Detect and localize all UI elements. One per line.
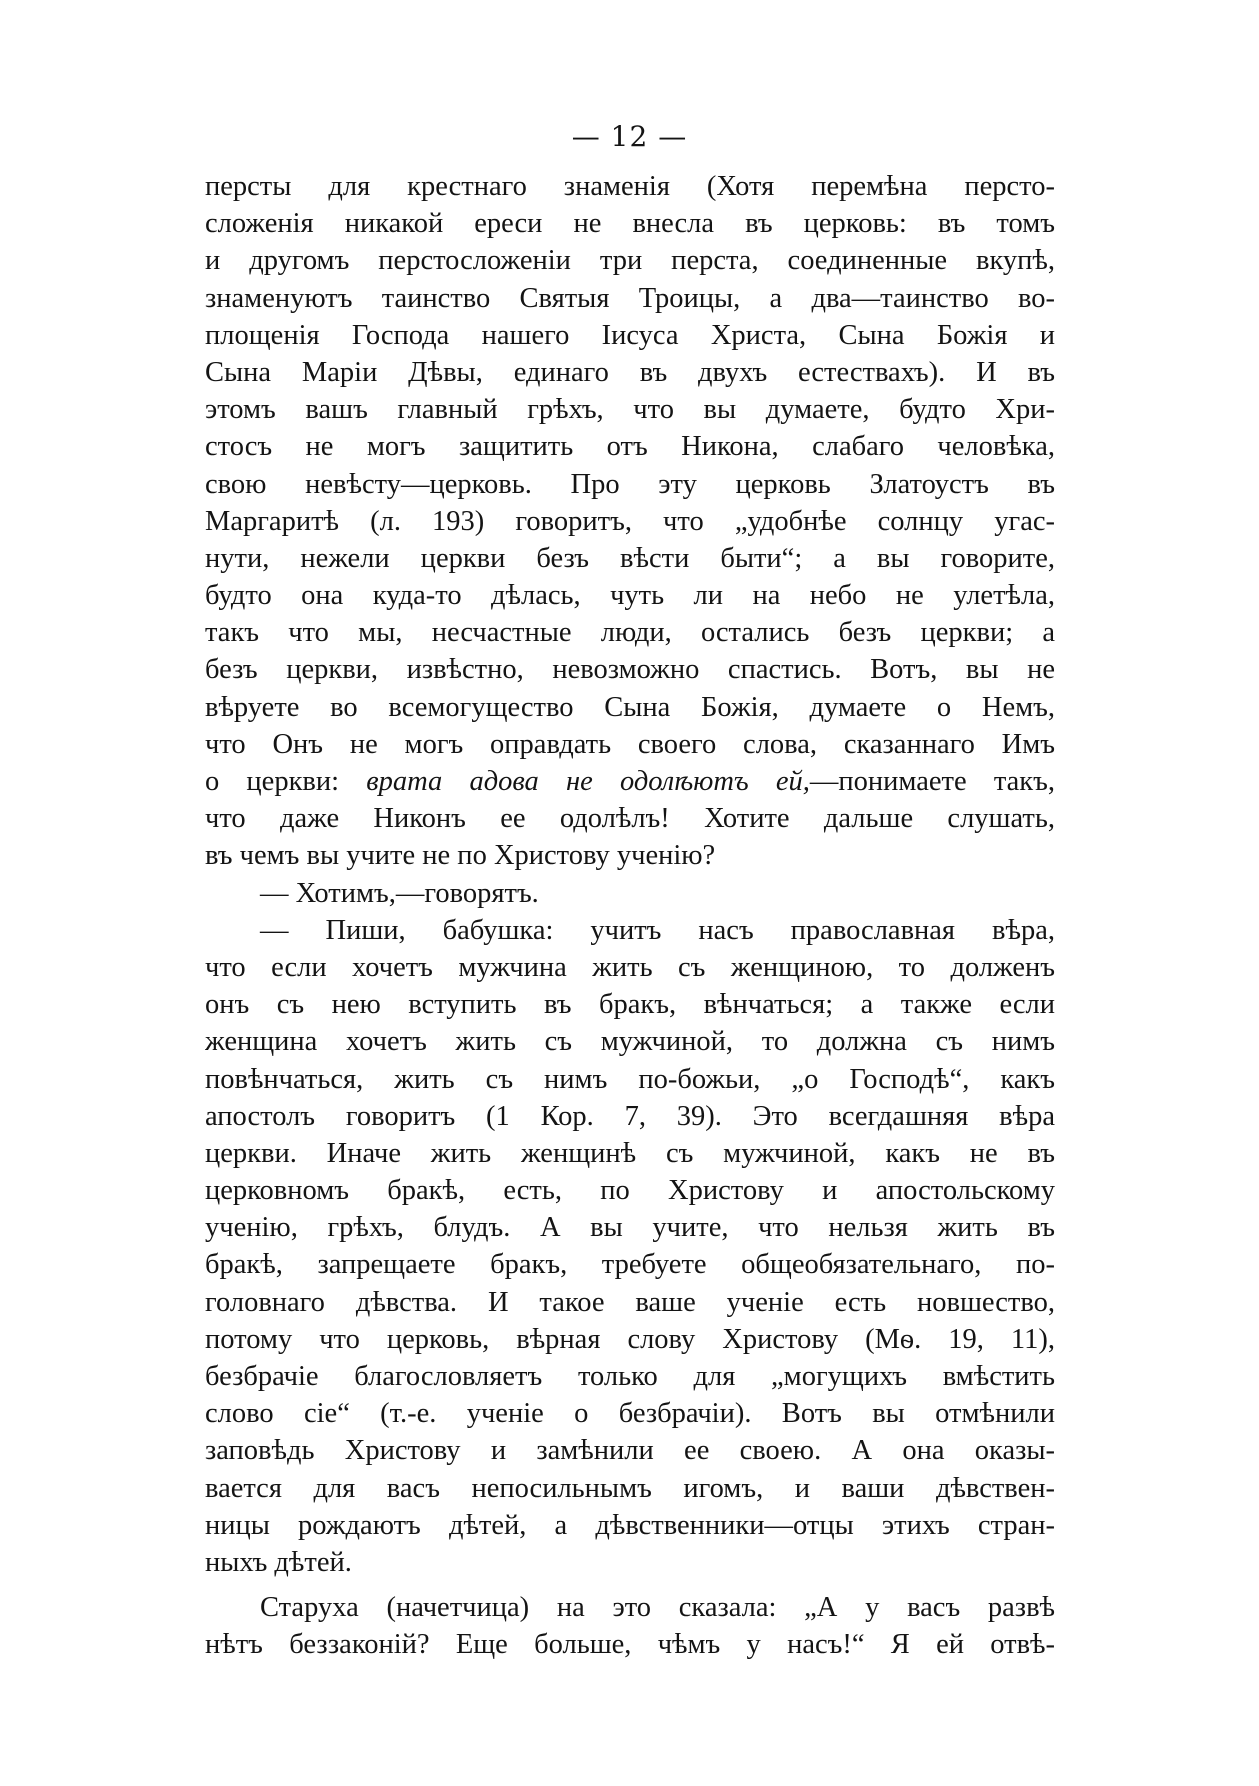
text-line: и другомъ перстосложеніи три перста, соединенные вкупѣ, — [205, 245, 1055, 277]
text-line: апостолъ говоритъ (1 Кор. 7, 39). Это всегдашняя вѣра — [205, 1100, 1055, 1132]
text-line: ныхъ дѣтей. — [205, 1546, 352, 1578]
text-line-with-quote — [205, 763, 1055, 800]
text-line: этомъ вашъ главный грѣхъ, что вы думаете, будто Хри- — [205, 394, 1055, 426]
text-line: безъ церкви, извѣстно, невозможно спастись. Вотъ, вы не — [205, 654, 1055, 686]
text-line: ученію, грѣхъ, блудъ. А вы учите, что нельзя жить въ — [205, 1212, 1055, 1244]
body-text — [205, 168, 1055, 1664]
text-line: заповѣдь Христову и замѣнили ее своею. А она оказы- — [205, 1435, 1055, 1467]
text-line: ницы рождаютъ дѣтей, а дѣвственники—отцы этихъ стран- — [205, 1509, 1055, 1541]
text-line: свою невѣсту—церковь. Про эту церковь Златоустъ въ — [205, 468, 1055, 500]
text-line: нути, нежели церкви безъ вѣсти быти“; а вы говорите, — [205, 542, 1055, 574]
text-line: безбрачіе благословляетъ только для „могущихъ вмѣстить — [205, 1361, 1055, 1392]
dialog-line: — Хотимъ,—говорятъ. — [260, 877, 539, 909]
text-line: бракѣ, запрещаете бракъ, требуете общеобязательнаго, по- — [205, 1249, 1055, 1281]
text-line: что если хочетъ мужчина жить съ женщиною, то долженъ — [205, 951, 1055, 983]
text-line: Старуха (начетчица) на это сказала: „А у васъ развѣ — [260, 1592, 1055, 1624]
text-line: онъ съ нею вступить въ бракъ, вѣнчаться; а также если — [205, 989, 1055, 1021]
text-line: Маргаритѣ (л. 193) говоритъ, что „удобнѣе солнцу угас- — [205, 505, 1055, 537]
text-line: что Онъ не могъ оправдать своего слова, сказаннаго Имъ — [205, 728, 1055, 760]
text-line: вѣруете во всемогущество Сына Божія, думаете о Немъ, — [205, 691, 1055, 723]
text-line: стосъ не могъ защитить отъ Никона, слабаго человѣка, — [205, 431, 1055, 463]
page-number: — 12 — — [571, 120, 688, 153]
text-line: — Пиши, бабушка: учитъ насъ православная вѣра, — [260, 914, 1055, 946]
scripture-quote: врата адова не одолѣютъ ей, — [366, 766, 810, 797]
text-line: церковномъ бракѣ, есть, по Христову и апостольскому — [205, 1175, 1055, 1207]
text-line: слово сіе“ (т.-е. ученіе о безбрачіи). Вотъ вы отмѣнили — [205, 1398, 1055, 1430]
text-line: женщина хочетъ жить съ мужчиной, то должна съ нимъ — [205, 1026, 1055, 1058]
text-line: Сына Маріи Дѣвы, единаго въ двухъ естествахъ). И въ — [205, 356, 1055, 388]
text-line: головнаго дѣвства. И такое ваше ученіе есть новшество, — [205, 1286, 1055, 1318]
text-line: въ чемъ вы учите не по Христову ученію? — [205, 840, 716, 872]
text-fragment: —понимаете такъ, — [809, 766, 1055, 797]
paragraph-gap — [205, 1581, 1055, 1589]
text-line: церкви. Иначе жить женщинѣ съ мужчиной, какъ не въ — [205, 1137, 1055, 1169]
text-line: нѣтъ беззаконій? Еще больше, чѣмъ у насъ!“ Я ей отвѣ- — [205, 1629, 1055, 1661]
text-line: такъ что мы, несчастные люди, остались безъ церкви; а — [205, 617, 1055, 649]
text-line: площенія Господа нашего Іисуса Христа, Сына Божія и — [205, 319, 1055, 351]
text-line: сложенія никакой ереси не внесла въ церковь: въ томъ — [205, 208, 1055, 240]
text-line: потому что церковь, вѣрная слову Христову (Мѳ. 19, 11), — [205, 1323, 1055, 1355]
text-line: будто она куда-то дѣлась, чуть ли на небо не улетѣла, — [205, 580, 1055, 612]
text-fragment: о церкви: — [205, 766, 367, 797]
text-line: что даже Никонъ ее одолѣлъ! Хотите дальше слушать, — [205, 803, 1055, 835]
text-line: персты для крестнаго знаменія (Хотя перемѣна персто- — [205, 171, 1055, 202]
text-line: вается для васъ непосильнымъ игомъ, и ваши дѣвствен- — [205, 1472, 1055, 1504]
text-line: знаменуютъ таинство Святыя Троицы, а два—таинство во- — [205, 282, 1055, 314]
text-line: повѣнчаться, жить съ нимъ по-божьи, „о Господѣ“, какъ — [205, 1063, 1055, 1095]
